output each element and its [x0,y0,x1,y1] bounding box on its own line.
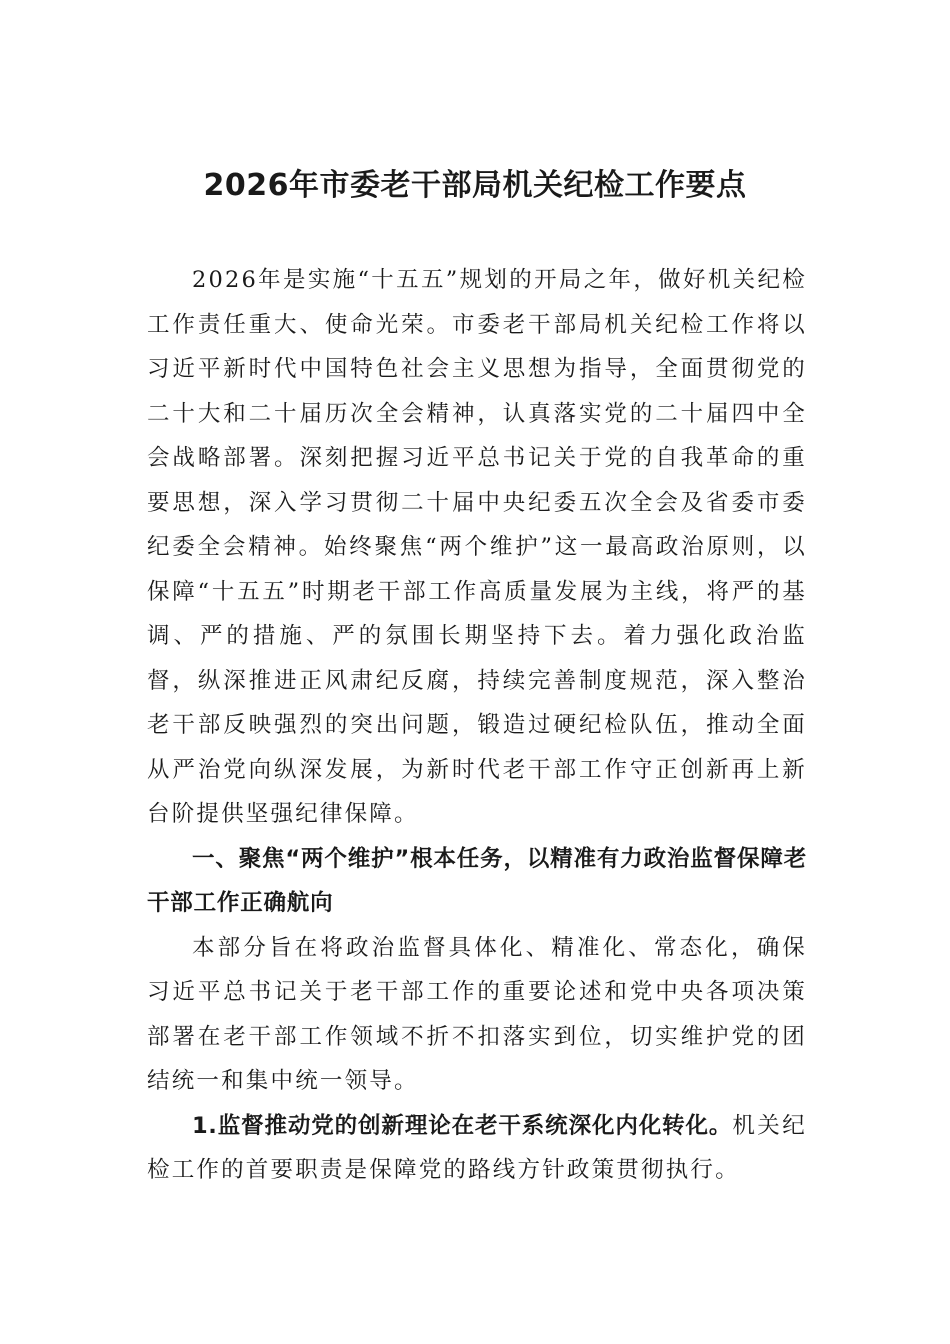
section-intro-paragraph: 本部分旨在将政治监督具体化、精准化、常态化，确保习近平总书记关于老干部工作的重要论述和党中央各项决策部署在老干部工作领域不折不扣落实到位，切实维护党的团结统一和集中统一领导。 [147,934,807,1094]
section-heading: 一、聚焦“两个维护”根本任务，以精准有力政治监督保障老干部工作正确航向 [147,845,807,916]
document-body [147,258,807,1193]
document-title: 2026年市委老干部局机关纪检工作要点 [203,168,747,203]
item-text: 机关纪检工作的首要职责是保障党的路线方针政策贯彻执行。 [147,1112,807,1183]
intro-paragraph: 2026年是实施“十五五”规划的开局之年，做好机关纪检工作责任重大、使命光荣。市委老干部局机关纪检工作将以习近平新时代中国特色社会主义思想为指导，全面贯彻党的二十大和二十届历次全会精神，认真落实党的二十届四中全会战略部署。深刻把握习近平总书记关于党的自我革命的重要思想，深入学习贯彻二十届中央纪委五次全会及省委市委纪委全会精神。始终聚焦“两个维护”这一最高政治原则，以保障“十五五”时期老干部工作高质量发展为主线，将严的基调、严的措施、严的氛围长期坚持下去。着力强化政治监督，纵深推进正风肃纪反腐，持续完善制度规范，深入整治老干部反映强烈的突出问题，锻造过硬纪检队伍，推动全面从严治党向纵深发展，为新时代老干部工作守正创新再上新台阶提供坚强纪律保障。 [147,267,807,827]
item-title: 1.监督推动党的创新理论在老干系统深化内化转化。 [192,1112,733,1139]
item-paragraph [147,1104,807,1193]
